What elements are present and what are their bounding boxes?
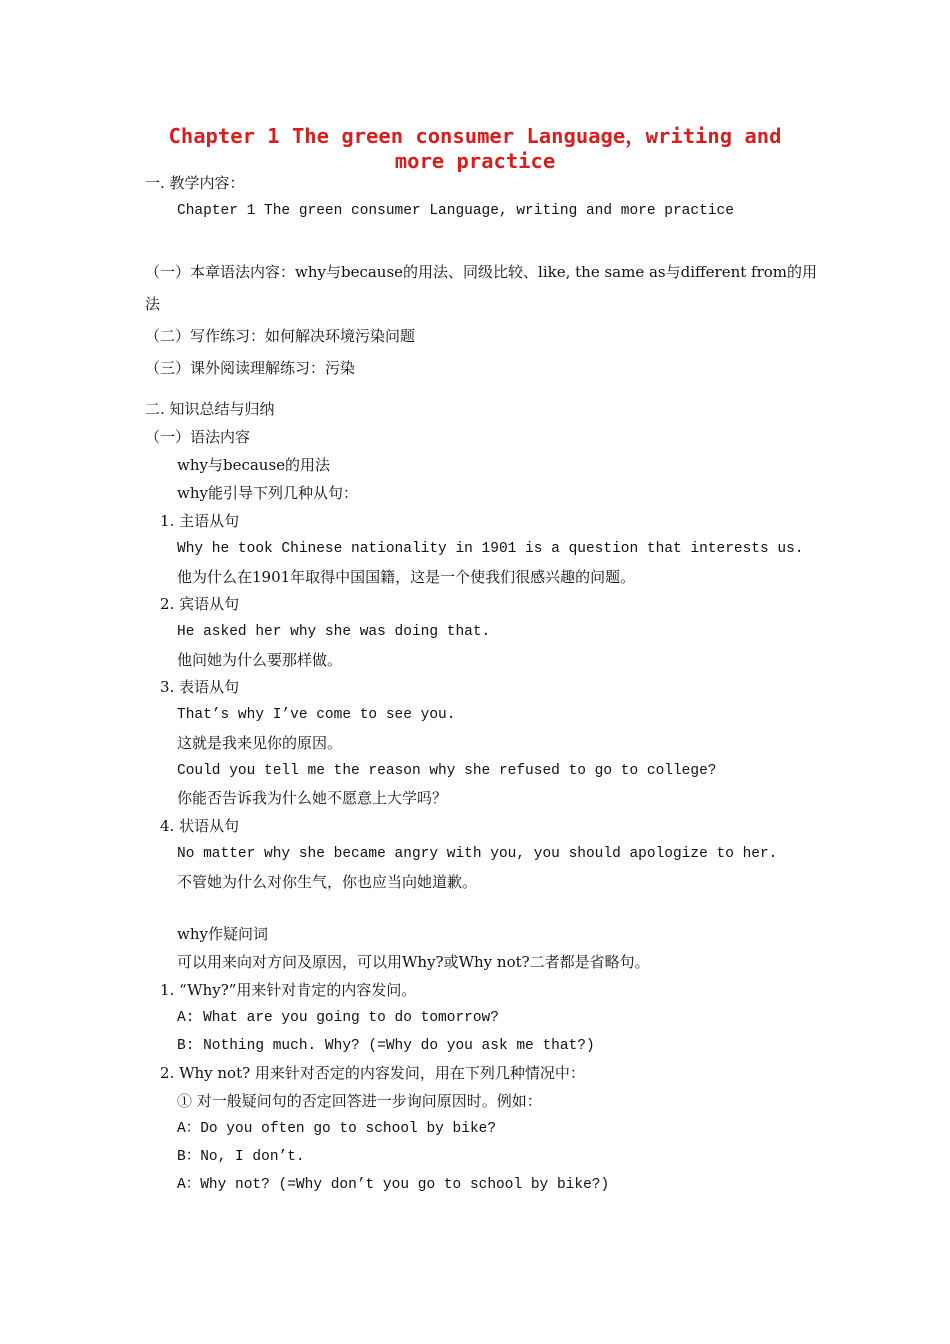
why-usage-title: 1. “Why?”用来针对肯定的内容发问。 bbox=[160, 981, 417, 999]
why-example-b: B: Nothing much. Why? (=Why do you ask me that?) bbox=[177, 1038, 595, 1054]
section2-sub1: （一）语法内容 bbox=[145, 428, 251, 446]
why-not-example-a1: A：Do you often go to school by bike? bbox=[177, 1121, 497, 1137]
clause3-chinese-1: 这就是我来见你的原因。 bbox=[177, 734, 343, 752]
clause1-english: Why he took Chinese nationality in 1901 is a question that interests us. bbox=[177, 541, 804, 557]
section1-item1-line1: （一）本章语法内容：why与because的用法、同级比较、like, the same as与different from的用 bbox=[145, 263, 818, 281]
why-question-intro: 可以用来向对方问及原因，可以用Why?或Why not?二者都是省略句。 bbox=[177, 953, 650, 971]
document-title: Chapter 1 The green consumer Language，writing and more practice bbox=[168, 124, 782, 173]
clause3-english-2: Could you tell me the reason why she refused to go to college? bbox=[177, 763, 717, 779]
clause2-english: He asked her why she was doing that. bbox=[177, 624, 491, 640]
section1-item2: （二）写作练习：如何解决环境污染问题 bbox=[145, 327, 416, 345]
clause2-title: 2. 宾语从句 bbox=[160, 595, 240, 613]
why-not-case1: ① 对一般疑问句的否定回答进一步询问原因时。例如： bbox=[177, 1092, 542, 1110]
clause1-chinese: 他为什么在1901年取得中国国籍，这是一个使我们很感兴趣的问题。 bbox=[177, 568, 636, 586]
clause4-english: No matter why she became angry with you, you should apologize to her. bbox=[177, 846, 778, 862]
why-not-usage-title: 2. Why not? 用来针对否定的内容发问，用在下列几种情况中： bbox=[160, 1064, 585, 1082]
why-example-a: A: What are you going to do tomorrow? bbox=[177, 1010, 499, 1026]
clause3-chinese-2: 你能否告诉我为什么她不愿意上大学吗？ bbox=[177, 789, 448, 807]
section1-item3: （三）课外阅读理解练习：污染 bbox=[145, 359, 356, 377]
clause3-english-1: That’s why I’ve come to see you. bbox=[177, 707, 456, 723]
why-not-example-b1: B：No, I don’t. bbox=[177, 1149, 305, 1165]
clause1-title: 1. 主语从句 bbox=[160, 512, 240, 530]
why-clauses-intro: why能引导下列几种从句： bbox=[177, 484, 358, 502]
section1-topic: Chapter 1 The green consumer Language, writing and more practice bbox=[177, 203, 734, 219]
section1-item1-line2: 法 bbox=[145, 295, 161, 313]
section2-heading: 二. 知识总结与归纳 bbox=[145, 400, 275, 418]
why-question-heading: why作疑问词 bbox=[177, 925, 268, 943]
section1-heading: 一. 教学内容： bbox=[145, 174, 245, 192]
why-because-heading: why与because的用法 bbox=[177, 456, 331, 474]
clause4-title: 4. 状语从句 bbox=[160, 817, 240, 835]
clause2-chinese: 他问她为什么要那样做。 bbox=[177, 651, 343, 669]
why-not-example-a2: A：Why not? (=Why don’t you go to school by bike?) bbox=[177, 1177, 610, 1193]
clause3-title: 3. 表语从句 bbox=[160, 678, 240, 696]
clause4-chinese: 不管她为什么对你生气，你也应当向她道歉。 bbox=[177, 873, 478, 891]
